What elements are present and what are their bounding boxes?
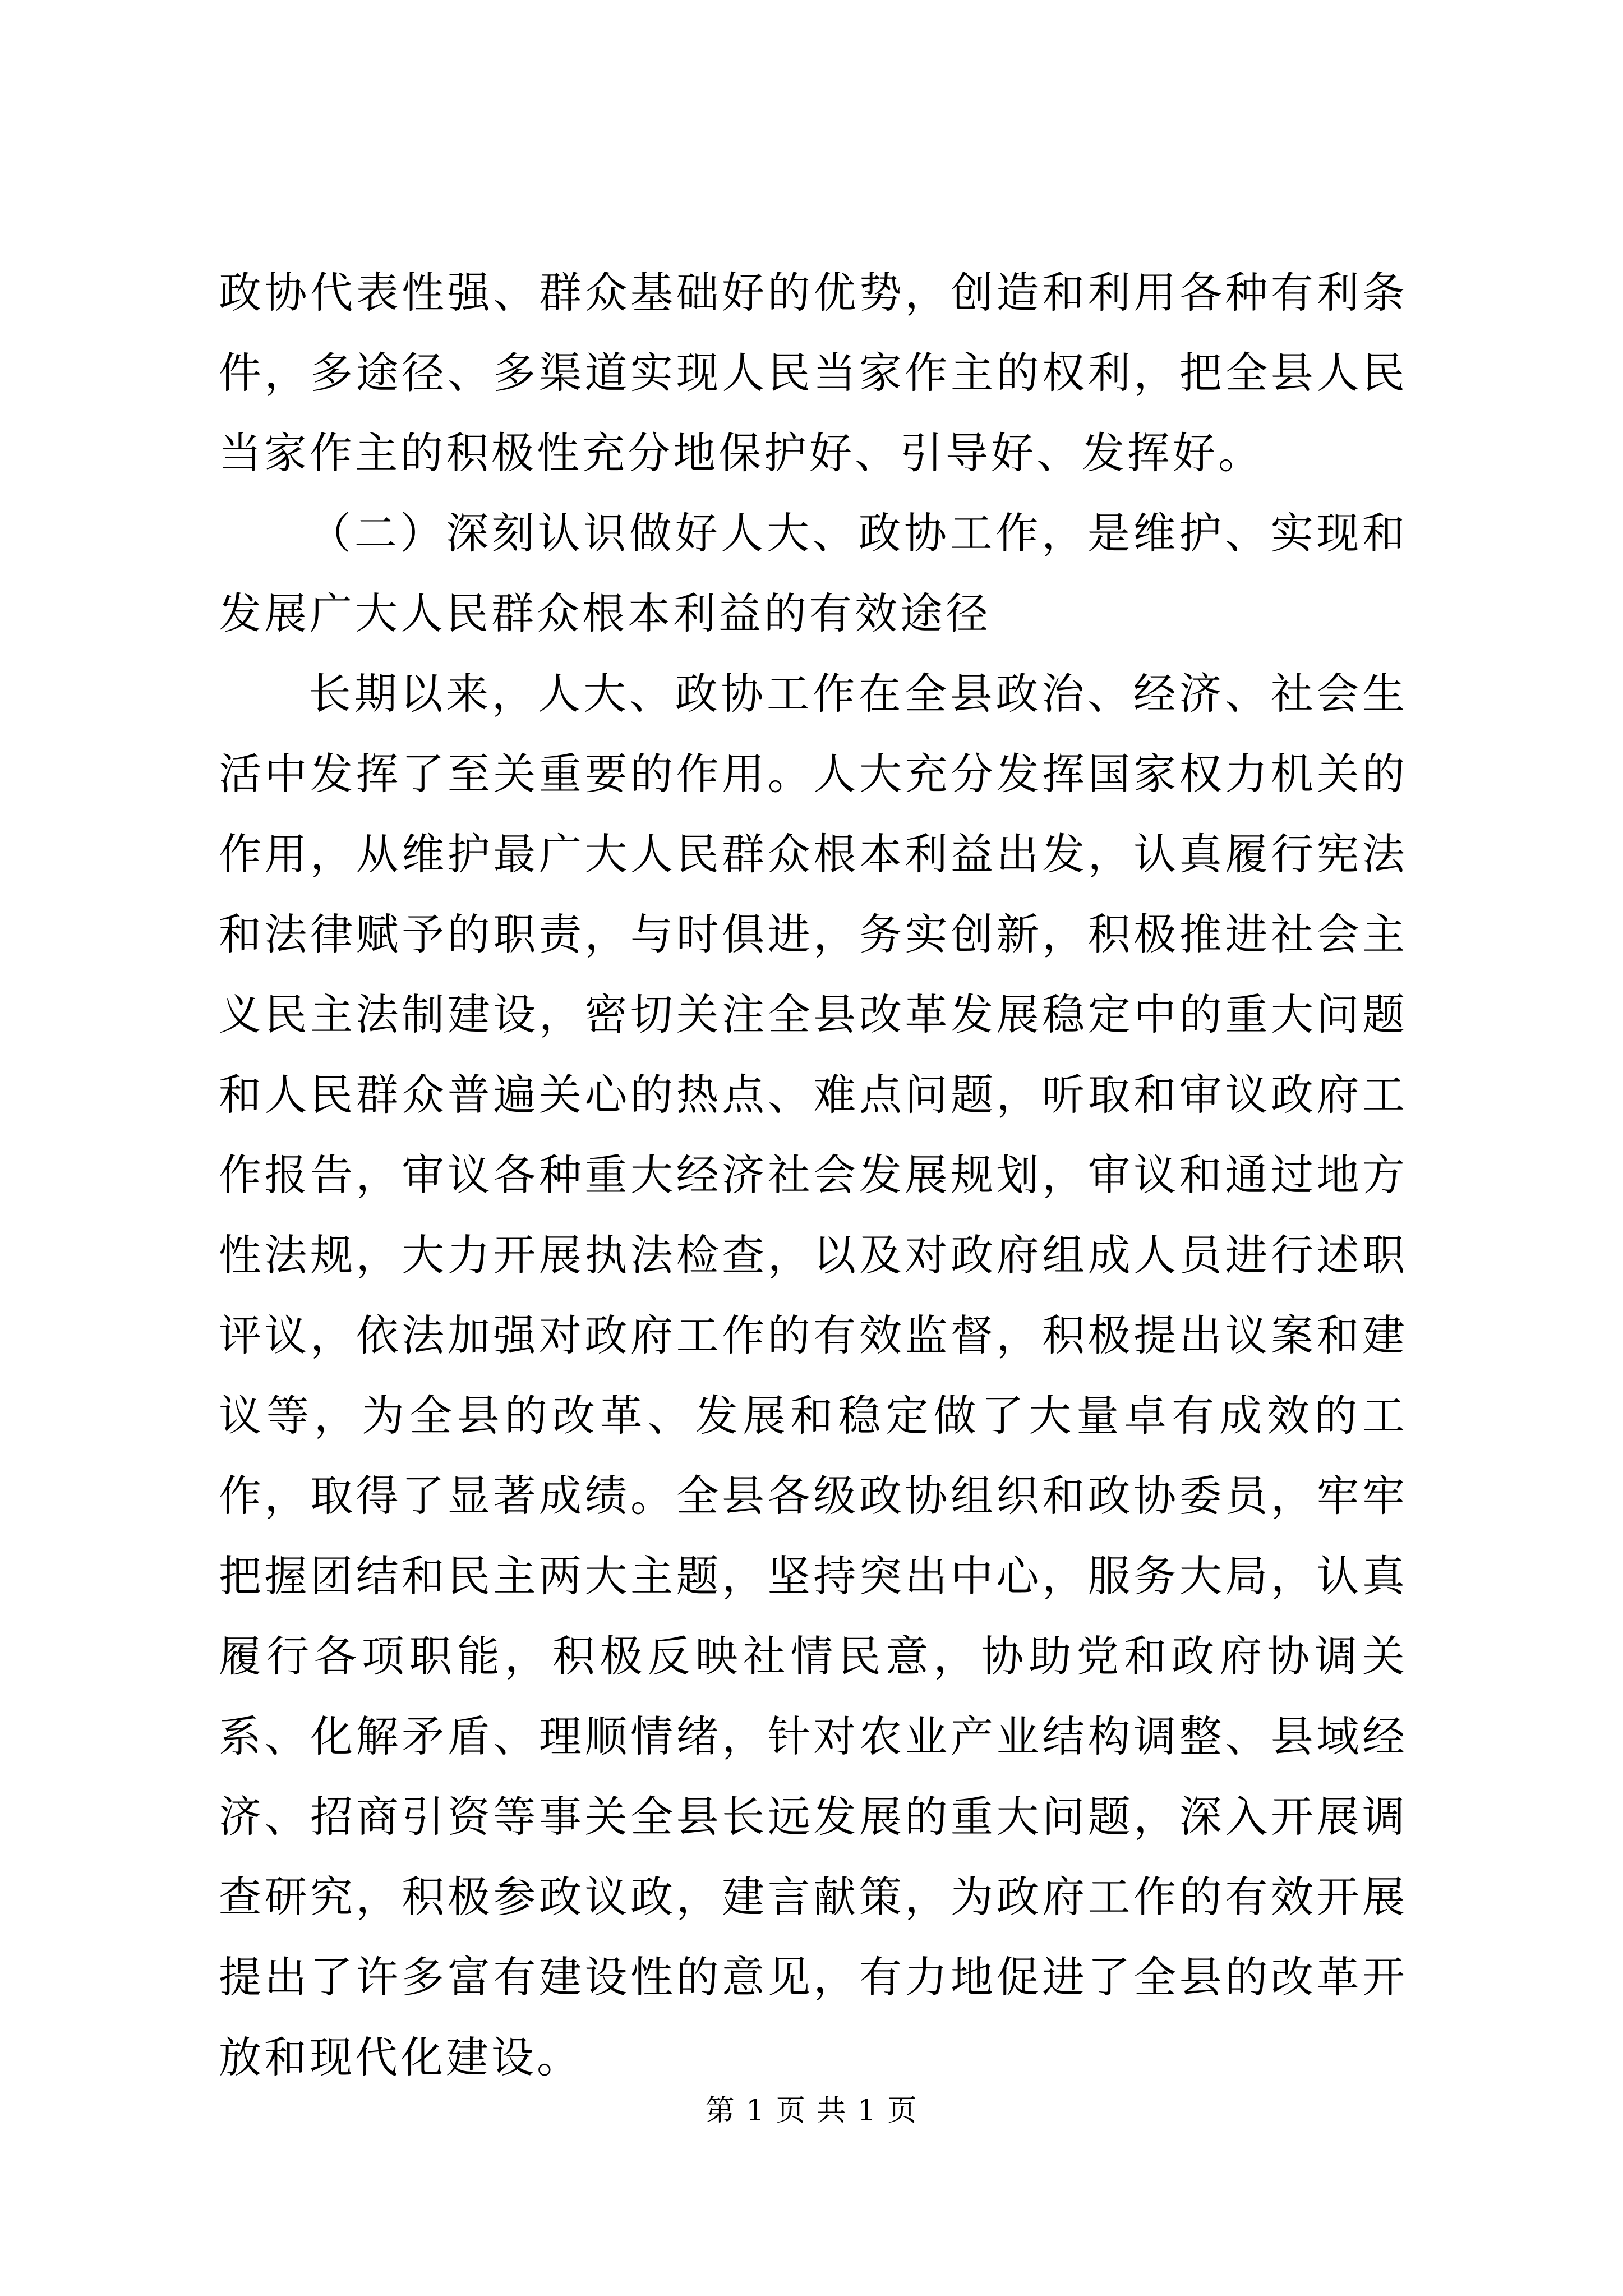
body-paragraph-3: 长期以来，人大、政协工作在全县政治、经济、社会生活中发挥了至关重要的作用。人大充分发挥国家权力机关的作用，从维护最广大人民群众根本利益出发，认真履行宪法和法律赋予的职责，与时俱进，务实创新，积极推进社会主义民主法制建设，密切关注全县改革发展稳定中的重大问题和人民群众普遍关心的热点、难点问题，听取和审议政府工作报告，审议各种重大经济社会发展规划，审议和通过地方性法规，大力开展执法检查，以及对政府组成人员进行述职评议，依法加强对政府工作的有效监督，积极提出议案和建议等，为全县的改革、发展和稳定做了大量卓有成效的工作，取得了显著成绩。全县各级政协组织和政协委员，牢牢把握团结和民主两大主题，坚持突出中心，服务大局，认真履行各项职能，积极反映社情民意，协助党和政府协调关系、化解矛盾、理顺情绪，针对农业产业结构调整、县域经济、招商引资等事关全县长远发展的重大问题，深入开展调查研究，积极参政议政，建言献策，为政府工作的有效开展提出了许多富有建设性的意见，有力地促进了全县的改革开放和现代化建设。 (219, 669, 1408, 2082)
page-footer: 第 1 页 共 1 页 (705, 2094, 918, 2128)
section-heading-2: （二）深刻认识做好人大、政协工作，是维护、实现和发展广大人民群众根本利益的有效途径 (219, 508, 1408, 638)
body-paragraph-1: 政协代表性强、群众基础好的优势，创造和利用各种有利条件，多途径、多渠道实现人民当家作主的权利，把全县人民当家作主的积极性充分地保护好、引导好、发挥好。 (219, 268, 1408, 478)
document-body (219, 252, 1408, 2097)
